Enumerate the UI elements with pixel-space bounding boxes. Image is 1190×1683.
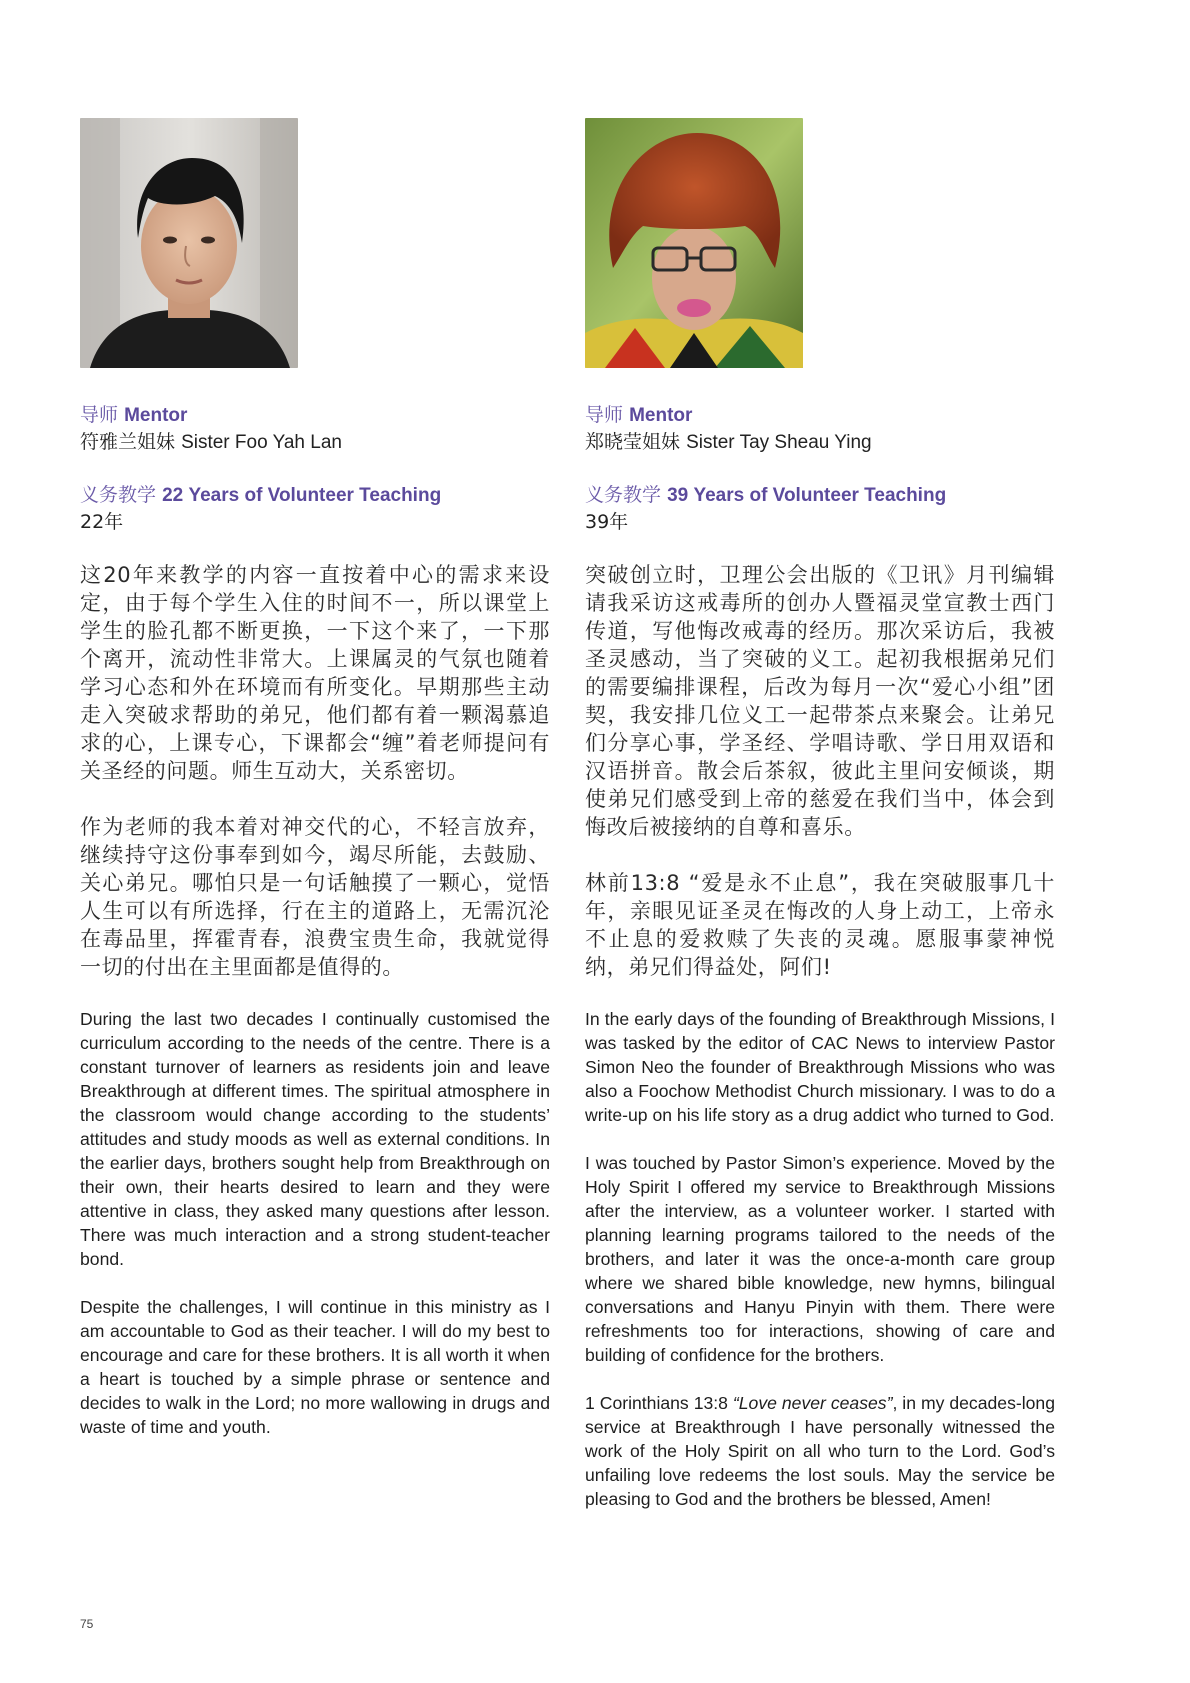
english-paragraph: During the last two decades I continually customised the curriculum according to the needs of the centre. There is a constant turnover of learners as residents join and leave Breakthrough at different times. The spiritual atmosphere in the classroom would change according to the students’ attitudes and study moods as well as external conditions. In the earlier days, brothers sought help from Breakthrough on their own, their hearts desired to learn and they were attentive in class, they asked many questions after lesson. There was much interaction and a strong student-teacher bond. bbox=[80, 1009, 550, 1269]
name-en-text: Sister Foo Yah Lan bbox=[181, 432, 342, 453]
mentor-photo-tay-sheau-ying bbox=[585, 118, 803, 368]
mentor-role-label bbox=[585, 402, 1055, 429]
years-short-text: 39年 bbox=[585, 511, 629, 533]
english-paragraph: I was touched by Pastor Simon’s experience. Moved by the Holy Spirit I offered my service to Breakthrough Missions after the interview, as a volunteer worker. I started with planning learning programs tailored to the needs of the brothers, and later it was the once-a-month care group where we shared bible knowledge, new hymns, bilingual conversations and Hanyu Pinyin with them. There were refreshments too for interactions, showing of care and building of confidence for the brothers. bbox=[585, 1153, 1055, 1365]
years-en-text: 39 Years of Volunteer Teaching bbox=[667, 485, 947, 506]
chinese-paragraph: 林前13:8 “爱是永不止息”，我在突破服事几十年，亲眼见证圣灵在悔改的人身上动工，上帝永不止息的爱救赎了失丧的灵魂。愿服事蒙神悦纳，弟兄们得益处，阿们! bbox=[585, 871, 1055, 979]
years-label bbox=[585, 482, 1055, 509]
name-cn-text: 符雅兰姐妹 bbox=[80, 431, 176, 453]
years-label bbox=[80, 482, 550, 509]
role-en-text: Mentor bbox=[124, 405, 188, 426]
page-number: 75 bbox=[80, 1617, 94, 1631]
role-cn-text: 导师 bbox=[80, 404, 119, 426]
mentor-name bbox=[585, 429, 1055, 456]
mentor-column-right bbox=[585, 118, 1055, 1511]
english-paragraph: In the early days of the founding of Breakthrough Missions, I was tasked by the editor of CAC News to interview Pastor Simon Neo the founder of Breakthrough Missions who was also a Foochow Methodist Church missionary. I was to do a write-up on his life story as a drug addict who turned to God. bbox=[585, 1009, 1055, 1125]
role-cn-text: 导师 bbox=[585, 404, 624, 426]
verse-quote: “Love never ceases” bbox=[732, 1393, 893, 1413]
chinese-paragraph: 这20年来教学的内容一直按着中心的需求来设定，由于每个学生入住的时间不一，所以课堂上学生的脸孔都不断更换，一下这个来了，一下那个离开，流动性非常大。上课属灵的气氛也随着学习心态和外在环境而有所变化。早期那些主动走入突破求帮助的弟兄，他们都有着一颗渴慕追求的心，上课专心，下课都会“缠”着老师提问有关圣经的问题。师生互动大，关系密切。 bbox=[80, 563, 550, 783]
years-cn-text: 义务教学 bbox=[80, 484, 157, 506]
years-cn-text: 义务教学 bbox=[585, 484, 662, 506]
name-en-text: Sister Tay Sheau Ying bbox=[686, 432, 872, 453]
mentor-name bbox=[80, 429, 550, 456]
verse-rest-text: , in my decades-long service at Breakthrough I have personally witnessed the work of the Holy Spirit on all who turn to the Lord. God’s unfailing love redeems the lost souls. May the service be pleasing to God and the brothers be blessed, Amen! bbox=[585, 1393, 1056, 1509]
english-paragraph: Despite the challenges, I will continue in this ministry as I am accountable to God as their teacher. I will do my best to encourage and care for these brothers. It is all worth it when a heart is touched by a simple phrase or sentence and decides to walk in the Lord; no more wallowing in drugs and waste of time and youth. bbox=[80, 1297, 550, 1437]
years-short-text: 22年 bbox=[80, 511, 124, 533]
verse-reference: 1 Corinthians 13:8 bbox=[585, 1393, 728, 1413]
mentor-role-label bbox=[80, 402, 550, 429]
name-cn-text: 郑晓莹姐妹 bbox=[585, 431, 681, 453]
english-verse-paragraph bbox=[585, 1391, 1055, 1511]
years-en-text: 22 Years of Volunteer Teaching bbox=[162, 485, 442, 506]
role-en-text: Mentor bbox=[629, 405, 693, 426]
mentor-column-left bbox=[80, 118, 550, 1439]
mentor-photo-foo-yah-lan bbox=[80, 118, 298, 368]
chinese-paragraph: 作为老师的我本着对神交代的心，不轻言放弃，继续持守这份事奉到如今，竭尽所能，去鼓励、关心弟兄。哪怕只是一句话触摸了一颗心，觉悟人生可以有所选择，行在主的道路上，无需沉沦在毒品里，挥霍青春，浪费宝贵生命，我就觉得一切的付出在主里面都是值得的。 bbox=[80, 815, 550, 979]
chinese-paragraph: 突破创立时，卫理公会出版的《卫讯》月刊编辑请我采访这戒毒所的创办人暨福灵堂宣教士西门传道，写他悔改戒毒的经历。那次采访后，我被圣灵感动，当了突破的义工。起初我根据弟兄们的需要编排课程，后改为每月一次“爱心小组”团契，我安排几位义工一起带茶点来聚会。让弟兄们分享心事，学圣经、学唱诗歌、学日用双语和汉语拼音。散会后茶叙，彼此主里问安倾谈，期使弟兄们感受到上帝的慈爱在我们当中，体会到悔改后被接纳的自尊和喜乐。 bbox=[585, 563, 1055, 839]
